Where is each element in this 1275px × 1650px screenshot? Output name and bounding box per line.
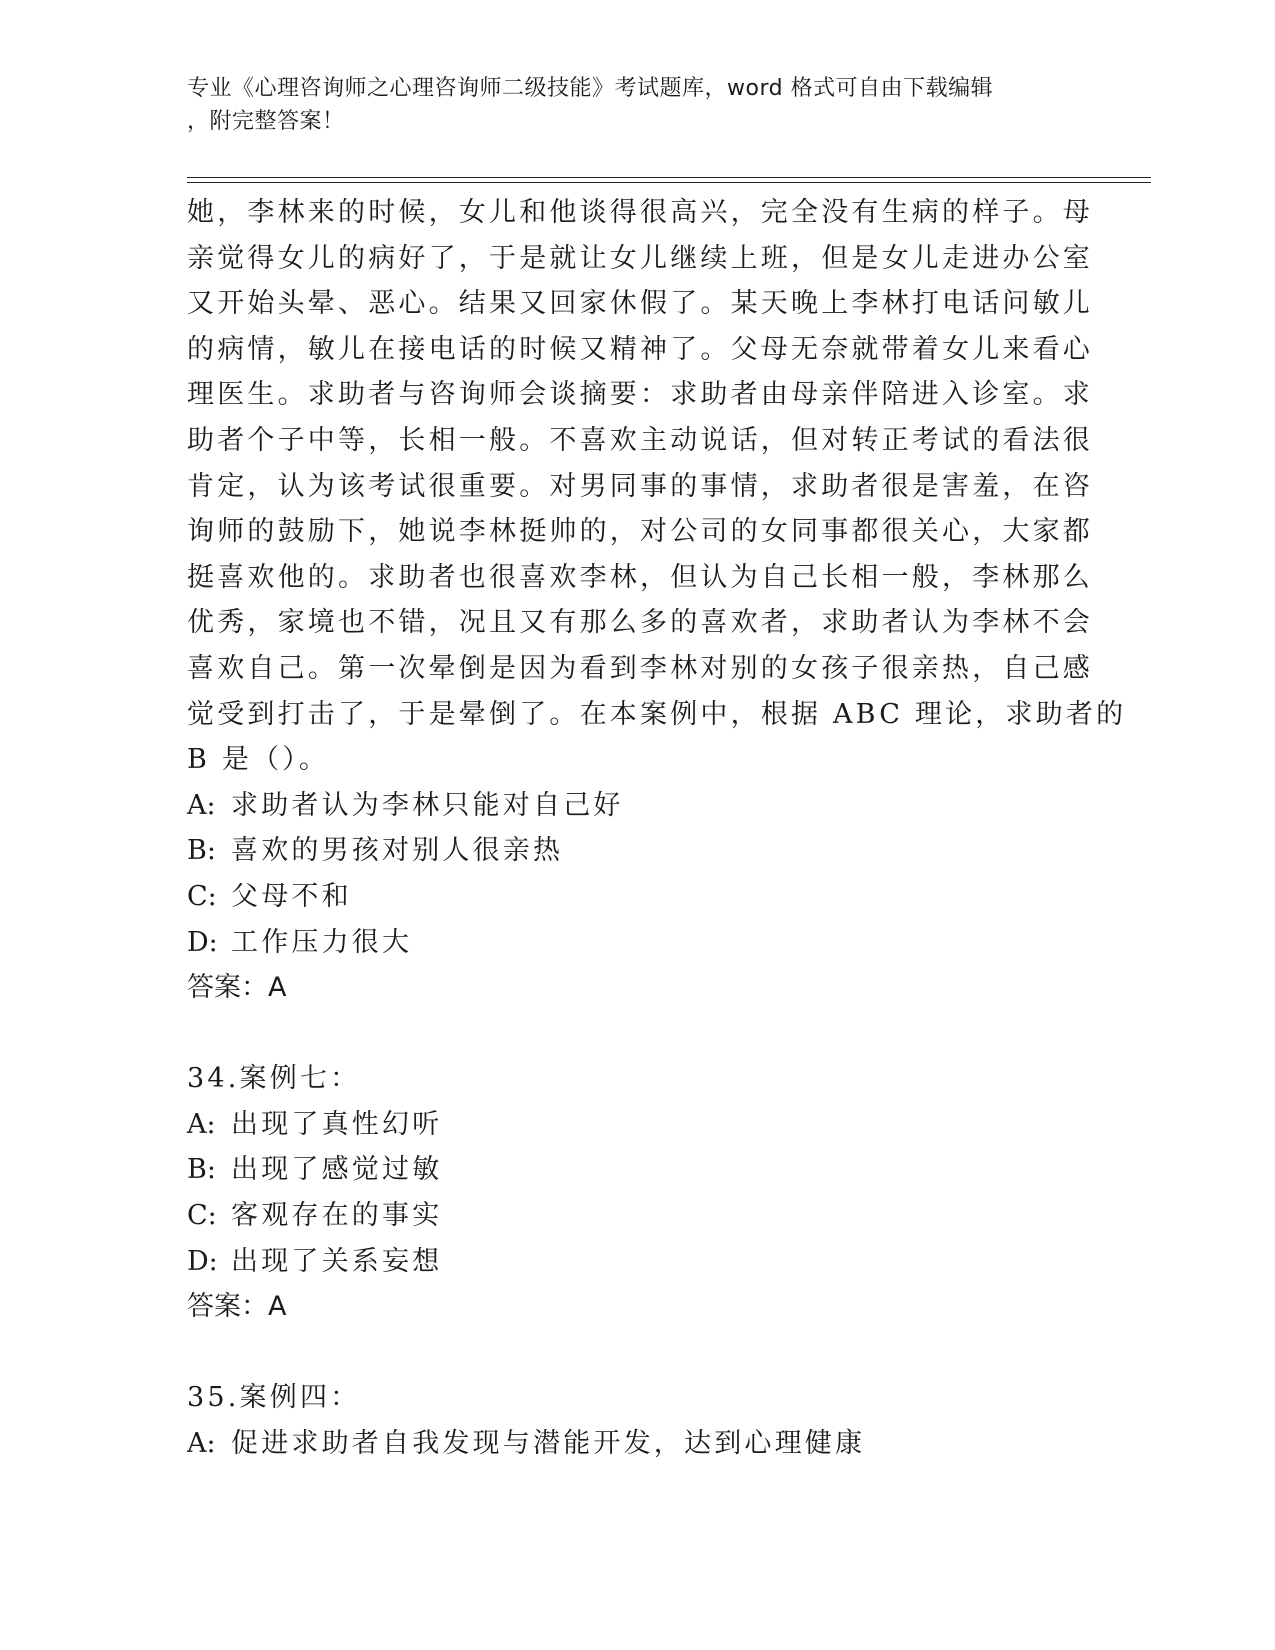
header-rule-top (187, 177, 1151, 178)
document-body (187, 190, 1127, 1467)
stem-line: 优秀，家境也不错，况且又有那么多的喜欢者，求助者认为李林不会 (187, 607, 1093, 639)
option-text: 客观存在的事实 (231, 1200, 443, 1232)
option-text: 出现了感觉过敏 (231, 1154, 443, 1186)
spacer (187, 1330, 1067, 1376)
page-header (187, 72, 1067, 138)
stem-line: 喜欢自己。第一次晕倒是因为看到李林对别的女孩子很亲热，自己感 (187, 652, 1093, 684)
option-text: 出现了关系妄想 (231, 1245, 443, 1277)
header-title-line-1: 专业《心理咨询师之心理咨询师二级技能》考试题库，word 格式可自由下载编辑 (187, 76, 994, 101)
stem-line: 觉受到打击了，于是晕倒了。在本案例中，根据 ABC 理论，求助者的 (187, 698, 1127, 730)
option-c (187, 1193, 1067, 1239)
answer-line: 答案：A (187, 1291, 287, 1323)
option-a (187, 783, 1067, 829)
option-letter: D: (187, 926, 218, 958)
option-b (187, 1147, 1067, 1193)
stem-line: 助者个子中等，长相一般。不喜欢主动说话，但对转正考试的看法很 (187, 424, 1093, 456)
question-35 (187, 1375, 1067, 1466)
header-title-line-2: ，附完整答案！ (187, 109, 345, 134)
option-letter: A: (187, 1108, 216, 1140)
question-34 (187, 1056, 1067, 1330)
question-33-stem (187, 190, 1127, 783)
option-b (187, 828, 1067, 874)
option-a (187, 1102, 1067, 1148)
option-text: 出现了真性幻听 (231, 1108, 443, 1140)
option-text: 工作压力很大 (231, 926, 413, 958)
option-letter: C: (187, 880, 217, 912)
stem-line: 询师的鼓励下，她说李林挺帅的，对公司的女同事都很关心，大家都 (187, 516, 1093, 548)
stem-line: 又开始头晕、恶心。结果又回家休假了。某天晚上李林打电话问敏儿 (187, 288, 1093, 320)
option-letter: B: (187, 1154, 216, 1186)
option-text: 父母不和 (231, 880, 352, 912)
stem-line: B 是（）。 (187, 744, 330, 776)
option-a (187, 1421, 1067, 1467)
stem-line: 理医生。求助者与咨询师会谈摘要：求助者由母亲伴陪进入诊室。求 (187, 379, 1093, 411)
option-letter: A: (187, 789, 216, 821)
option-d (187, 920, 1067, 966)
spacer (187, 1011, 1067, 1057)
option-text: 喜欢的男孩对别人很亲热 (231, 835, 564, 867)
option-letter: D: (187, 1245, 218, 1277)
stem-line: 挺喜欢他的。求助者也很喜欢李林，但认为自己长相一般，李林那么 (187, 561, 1093, 593)
stem-line: 她，李林来的时候，女儿和他谈得很高兴，完全没有生病的样子。母 (187, 197, 1093, 228)
option-letter: C: (187, 1200, 217, 1232)
question-title: 35.案例四： (187, 1382, 361, 1414)
stem-line: 的病情，敏儿在接电话的时候又精神了。父母无奈就带着女儿来看心 (187, 333, 1093, 365)
option-c (187, 874, 1067, 920)
option-text: 求助者认为李林只能对自己好 (231, 789, 624, 821)
header-rule-bottom (187, 182, 1151, 183)
option-text: 促进求助者自我发现与潜能开发，达到心理健康 (231, 1428, 866, 1460)
option-letter: A: (187, 1428, 216, 1460)
question-33-options (187, 783, 1067, 965)
stem-line: 肯定，认为该考试很重要。对男同事的事情，求助者很是害羞，在咨 (187, 470, 1093, 502)
option-letter: B: (187, 835, 216, 867)
option-d (187, 1239, 1067, 1285)
stem-line: 亲觉得女儿的病好了，于是就让女儿继续上班，但是女儿走进办公室 (187, 242, 1093, 274)
question-title: 34.案例七： (187, 1063, 361, 1095)
question-33 (187, 190, 1127, 1011)
answer-line: 答案：A (187, 972, 287, 1004)
